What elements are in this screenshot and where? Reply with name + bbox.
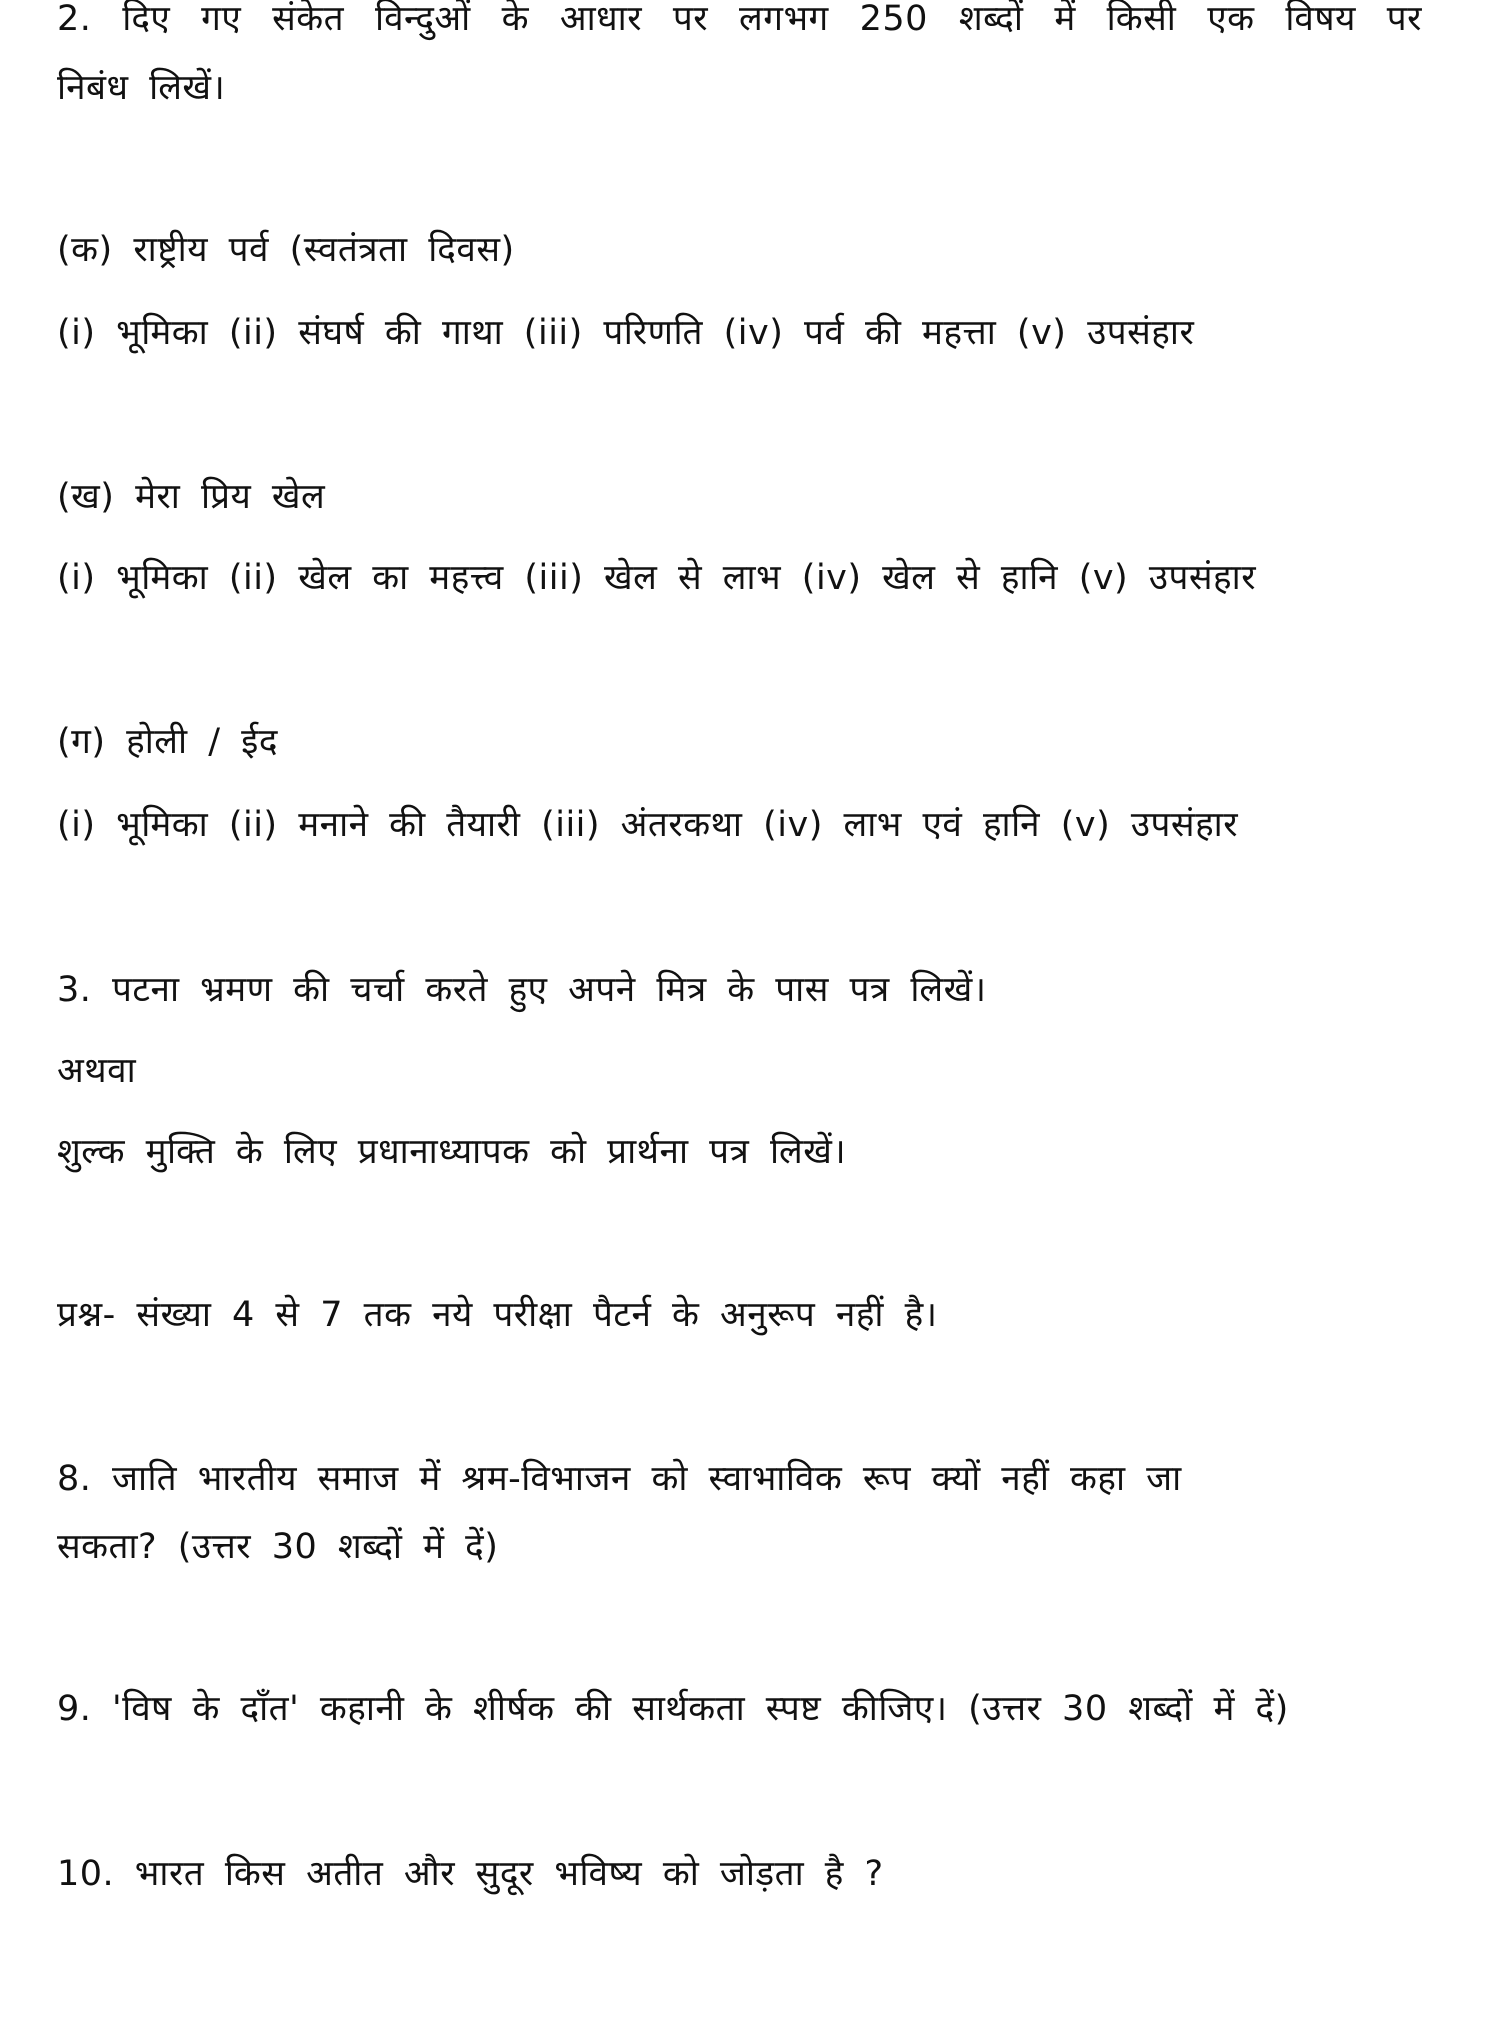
- question-2-line-2: निबंध लिखें।: [57, 68, 226, 108]
- essay-option-kha-title: (ख) मेरा प्रिय खेल: [57, 477, 326, 517]
- question-2-line-1: 2. दिए गए संकेत विन्दुओं के आधार पर लगभग 250 शब्दों में किसी एक विषय पर: [57, 0, 1422, 39]
- question-3-or: अथवा: [57, 1051, 137, 1091]
- essay-option-ga-title: (ग) होली / ईद: [57, 722, 278, 762]
- question-8-line-2: सकता? (उत्तर 30 शब्दों में दें): [57, 1527, 499, 1567]
- question-10: 10. भारत किस अतीत और सुदूर भविष्य को जोड़ता है ?: [57, 1854, 884, 1894]
- essay-option-ka-points: (i) भूमिका (ii) संघर्ष की गाथा (iii) परिणति (iv) पर्व की महत्ता (v) उपसंहार: [57, 313, 1195, 353]
- question-8-line-1: 8. जाति भारतीय समाज में श्रम-विभाजन को स्वाभाविक रूप क्यों नहीं कहा जा: [57, 1459, 1182, 1499]
- question-3-line-2: शुल्क मुक्ति के लिए प्रधानाध्यापक को प्रार्थना पत्र लिखें।: [57, 1132, 847, 1172]
- question-3-line-1: 3. पटना भ्रमण की चर्चा करते हुए अपने मित्र के पास पत्र लिखें।: [57, 970, 987, 1010]
- essay-option-ka-title: (क) राष्ट्रीय पर्व (स्वतंत्रता दिवस): [57, 230, 515, 270]
- essay-option-kha-points: (i) भूमिका (ii) खेल का महत्त्व (iii) खेल से लाभ (iv) खेल से हानि (v) उपसंहार: [57, 558, 1257, 598]
- essay-option-ga-points: (i) भूमिका (ii) मनाने की तैयारी (iii) अंतरकथा (iv) लाभ एवं हानि (v) उपसंहार: [57, 805, 1239, 845]
- exam-pattern-note: प्रश्न- संख्या 4 से 7 तक नये परीक्षा पैटर्न के अनुरूप नहीं है।: [57, 1295, 938, 1335]
- question-9: 9. 'विष के दाँत' कहानी के शीर्षक की सार्थकता स्पष्ट कीजिए। (उत्तर 30 शब्दों में दें): [57, 1689, 1289, 1729]
